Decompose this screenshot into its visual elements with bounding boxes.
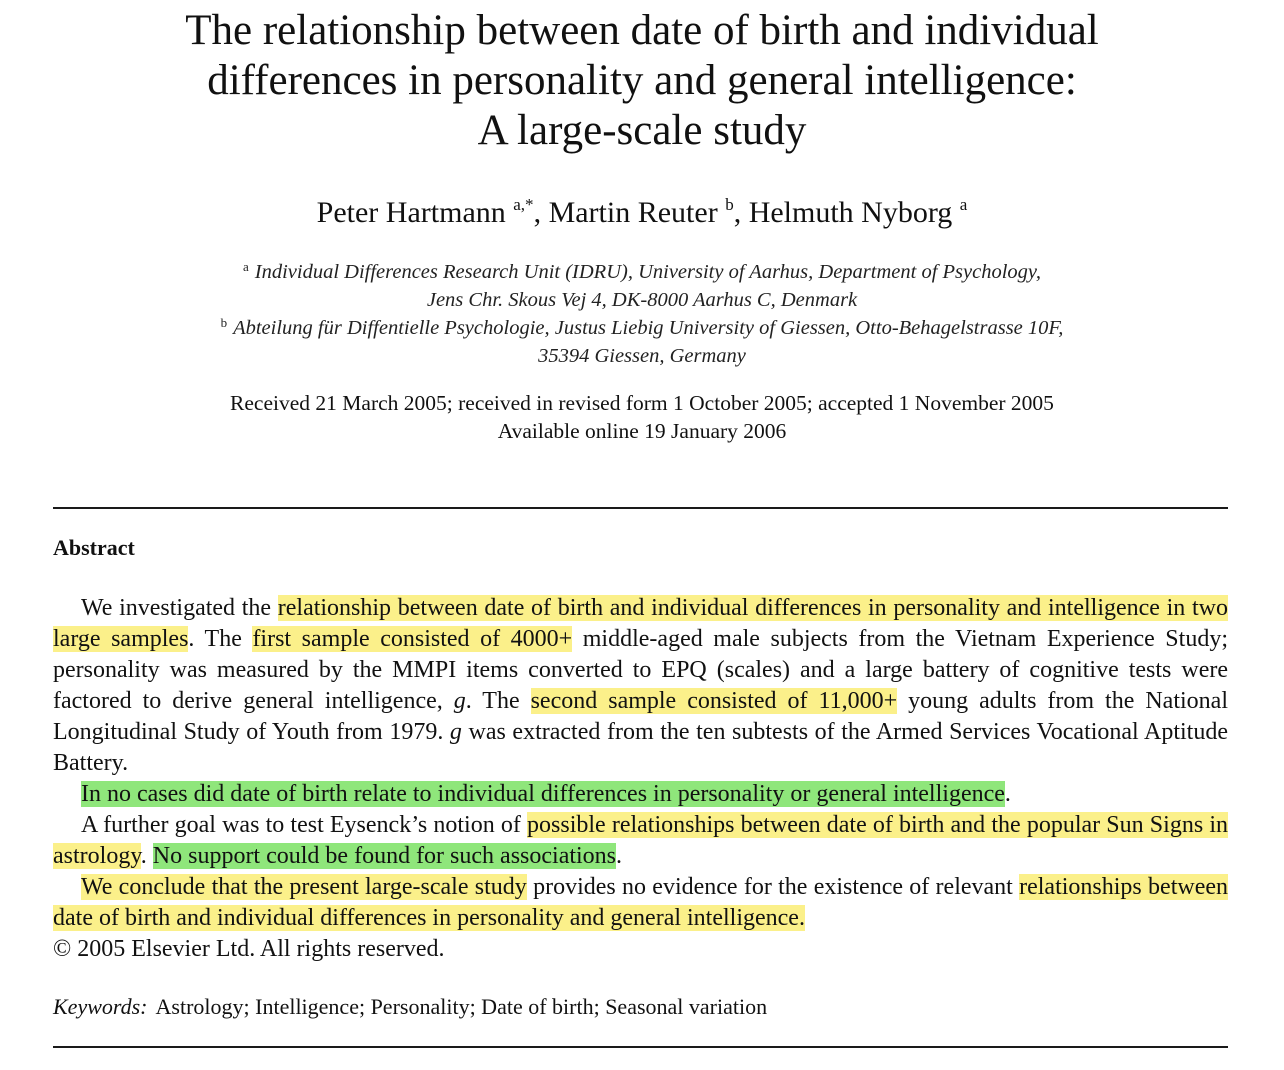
keywords-line xyxy=(53,993,767,1021)
affiliation-text: Individual Differences Research Unit (IDRU), University of Aarhus, Department of Psychology, xyxy=(254,261,1042,283)
abstract-text: . The xyxy=(465,688,531,714)
affiliation-marker: a xyxy=(242,259,249,274)
keywords-text: Astrology; Intelligence; Personality; Date of birth; Seasonal variation xyxy=(155,994,768,1019)
keywords-label: Keywords: xyxy=(53,994,148,1019)
title-line-3: A large-scale study xyxy=(477,107,807,154)
available-online-date: Available online 19 January 2006 xyxy=(497,419,787,443)
yellow-highlight: We conclude that the present large-scale study xyxy=(81,874,527,900)
abstract-text: middle-aged male subjects from the Vietnam Experience Study; personality was measured by the MMPI items converted to EPQ (scales) and a large battery of cognitive tests were factored to derive general intelligence, xyxy=(53,626,1228,714)
yellow-highlight: second sample consisted of 11,000+ xyxy=(530,688,898,714)
symbol-g: g xyxy=(449,719,462,745)
abstract-text: . xyxy=(616,843,623,869)
green-highlight: No support could be found for such associations xyxy=(152,843,617,869)
abstract-text: We investigated the xyxy=(81,595,278,621)
affiliation-text: Abteilung für Diffentielle Psychologie, Justus Liebig University of Giessen, Otto-Behagelstrasse 10F, xyxy=(233,317,1064,339)
title-line-2: differences in personality and general intelligence: xyxy=(207,57,1077,104)
symbol-g: g xyxy=(453,688,466,714)
yellow-highlight: relationships between date of birth and individual differences in personality and general intelligence. xyxy=(53,874,1228,931)
bottom-divider xyxy=(53,1046,1228,1048)
received-dates: Received 21 March 2005; received in revised form 1 October 2005; accepted 1 November 2005 xyxy=(230,391,1054,415)
top-divider xyxy=(53,507,1228,509)
title-line-1: The relationship between date of birth and individual xyxy=(185,7,1099,54)
abstract-text: . The xyxy=(188,626,253,652)
yellow-highlight: relationship between date of birth and individual differences in personality and intelligence in two large samples xyxy=(53,595,1228,652)
affiliation-marker: b xyxy=(220,315,228,330)
yellow-highlight: first sample consisted of 4000+ xyxy=(252,626,573,652)
article-history xyxy=(0,389,1284,445)
author-name: Martin Reuter xyxy=(548,196,718,229)
affiliations xyxy=(0,258,1284,370)
abstract-text: A further goal was to test Eysenck’s notion of xyxy=(81,812,528,838)
abstract-text: provides no evidence for the existence of relevant xyxy=(526,874,1020,900)
author-affiliation-marker: b xyxy=(725,195,734,214)
abstract-heading: Abstract xyxy=(53,535,135,560)
abstract-paragraph-2 xyxy=(53,779,1228,810)
paper-title xyxy=(0,6,1284,156)
author-list: Peter Hartmann $^{a,*}$, Martin Reuter $^b$, Helmuth Nyborg $^a$ xyxy=(316,195,968,229)
abstract-paragraph-4 xyxy=(53,872,1228,934)
author-affiliation-marker: a,* xyxy=(513,195,534,214)
author-affiliation-marker: a xyxy=(959,195,968,214)
affiliation-b-line-1 xyxy=(0,314,1284,342)
affiliation-a-line-2: Jens Chr. Skous Vej 4, DK-8000 Aarhus C, Denmark xyxy=(426,289,858,311)
author-name: Helmuth Nyborg xyxy=(748,196,953,229)
abstract-paragraph-1 xyxy=(53,593,1228,779)
affiliation-b-line-2: 35394 Giessen, Germany xyxy=(538,345,746,367)
abstract-paragraph-3 xyxy=(53,810,1228,872)
abstract-text: . xyxy=(1004,781,1011,807)
copyright-line: © 2005 Elsevier Ltd. All rights reserved. xyxy=(53,936,445,962)
yellow-highlight: possible relationships between date of birth and the popular Sun Signs in astrology xyxy=(53,812,1228,869)
green-highlight: In no cases did date of birth relate to individual differences in personality or general intelligence xyxy=(81,781,1005,807)
abstract-body xyxy=(53,593,1228,965)
author-name: Peter Hartmann xyxy=(316,196,506,229)
abstract-text: young adults from the National Longitudinal Study of Youth from 1979. xyxy=(53,688,1228,745)
abstract-text: . xyxy=(140,843,153,869)
abstract-text: was extracted from the ten subtests of the Armed Services Vocational Aptitude Battery. xyxy=(53,719,1228,776)
affiliation-a-line-1 xyxy=(0,258,1284,286)
